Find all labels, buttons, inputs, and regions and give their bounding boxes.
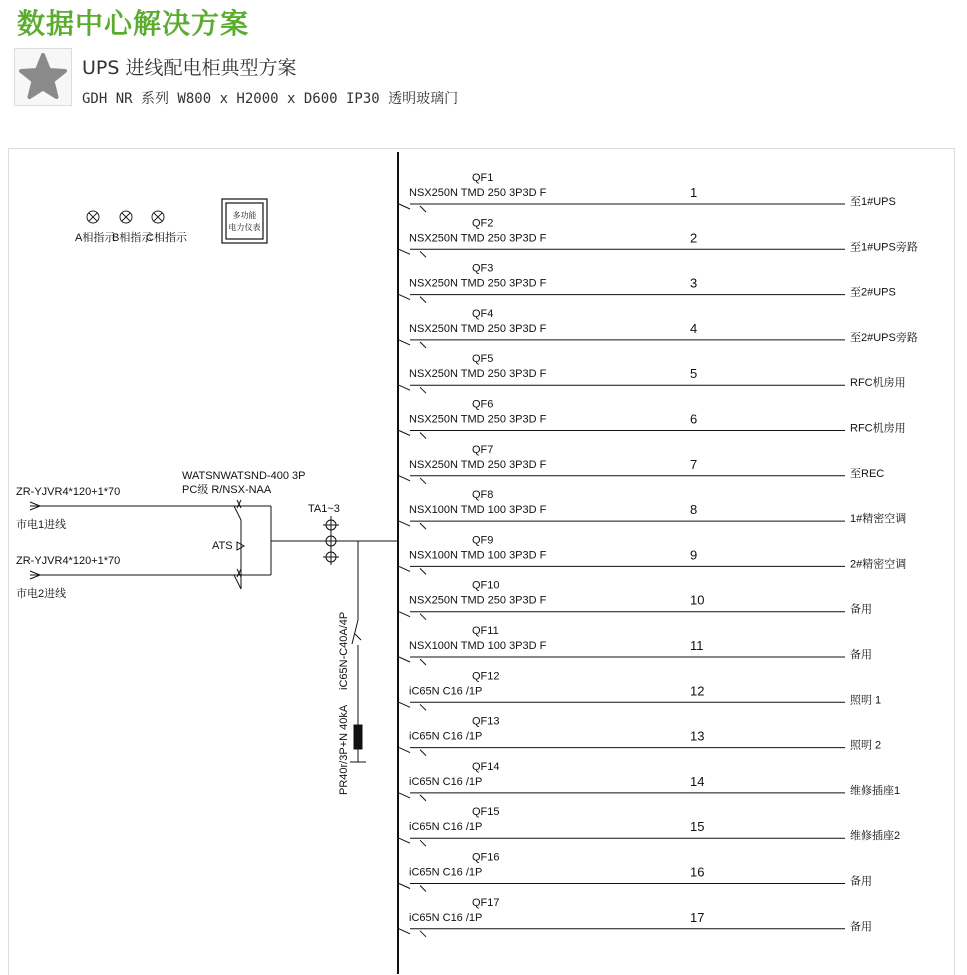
feeder-qf-label: QF11 [472,625,499,637]
meter-label-line1: 多功能 [232,211,257,220]
feeder-qf-label: QF7 [472,443,494,456]
feeder-number: 3 [690,275,698,291]
feeder-number: 4 [690,320,698,336]
ct-label: TA1~3 [308,503,340,515]
feeder-destination: RFC机房用 [850,422,906,435]
breaker-mark [420,251,426,257]
breaker-mark [420,568,426,574]
feeder-row [399,489,906,529]
breaker-contact [399,431,410,436]
breaker-mark [420,750,426,756]
feeder-row [399,353,906,393]
breaker-contact [399,340,410,345]
feeder-row [399,263,896,303]
feeder-qf-label: QF14 [472,760,500,773]
breaker-contact [399,249,410,254]
incoming-cable-1: ZR-YJVR4*120+1*70 [16,486,121,498]
breaker-contact [399,702,410,707]
feeder-destination: 照明 1 [850,694,882,707]
feeder-number: 8 [690,502,698,518]
feeder-row [399,399,906,439]
breaker-contact [399,204,410,209]
breaker-mark [420,931,426,937]
feeder-destination: 照明 2 [850,739,882,752]
breaker-contact [399,748,410,753]
feeder-row [399,444,884,484]
feeder-row [399,172,896,212]
feeder-qf-label: QF16 [472,851,500,864]
breaker-mark [420,886,426,892]
feeder-row [399,534,906,574]
breaker-mark [420,523,426,529]
feeder-qf-label: QF6 [472,398,494,411]
breaker-mark [420,297,426,303]
feeder-breaker-model: NSX250N TMD 250 3P3D F [409,458,547,471]
feeder-breaker-model: NSX100N TMD 100 3P3D F [409,549,547,562]
feeder-destination: RFC机房用 [850,377,906,390]
feeder-destination: 备用 [850,649,872,661]
feeder-number: 2 [690,230,698,246]
feeder-destination: 至1#UPS [850,196,896,208]
feeder-qf-label: QF3 [472,262,494,275]
phase-indicators [75,211,188,244]
feeder-destination: 至REC [850,467,885,480]
incoming-label-2: 市电2进线 [16,588,67,600]
power-meter [222,199,267,243]
breaker-mark [420,206,426,212]
feeder-destination: 备用 [850,920,872,933]
feeder-breaker-model: NSX250N TMD 250 3P3D F [409,232,547,245]
feeder-row [399,852,872,892]
feeder-qf-label: QF12 [472,670,500,683]
feeder-number: 17 [690,909,705,925]
incoming-supply [16,486,234,600]
feeder-breaker-model: NSX250N TMD 250 3P3D F [409,322,547,335]
feeder-breaker-model: NSX250N TMD 250 3P3D F [409,368,547,381]
feeder-breaker-model: NSX250N TMD 250 3P3D F [409,413,547,426]
feeder-destination: 备用 [850,603,872,616]
feeder-qf-label: QF4 [472,307,494,320]
feeder-breaker-model: iC65N C16 /1P [409,685,483,698]
breaker-contact [399,476,410,481]
feeder-destination: 至1#UPS旁路 [850,241,918,254]
incoming-cable-2: ZR-YJVR4*120+1*70 [16,555,121,567]
feeder-number: 16 [690,864,705,880]
feeder-qf-label: QF9 [472,534,494,547]
feeder-destination: 2#精密空调 [850,558,907,571]
feeder-number: 12 [690,683,705,699]
feeder-qf-label: QF10 [472,579,500,592]
surge-protection [338,541,366,795]
feeder-destination: 维修插座2 [850,830,901,843]
feeder-breaker-model: NSX250N TMD 250 3P3D F [409,187,547,199]
ats-switch [182,470,305,589]
breaker-mark [420,342,426,348]
surge-breaker-label: iC65N-C40A/4P [338,611,350,690]
breaker-contact [399,929,410,934]
feeder-row [399,580,872,620]
feeder-breaker-model: iC65N C16 /1P [409,775,483,788]
breaker-mark [420,433,426,439]
feeder-row [399,670,881,710]
feeder-destination: 至2#UPS旁路 [850,331,918,344]
breaker-contact [399,838,410,843]
ats-label: ATS [212,540,233,552]
indicator-lamp-icon [87,211,99,223]
feeder-breaker-model: NSX250N TMD 250 3P3D F [409,594,547,607]
feeder-destination: 维修插座1 [850,784,901,797]
feeder-breaker-model: iC65N C16 /1P [409,821,483,834]
breaker-contact [399,385,410,390]
breaker-mark [420,387,426,393]
feeder-number: 15 [690,819,705,835]
breaker-mark [420,478,426,484]
feeder-row [399,761,900,801]
feeder-qf-label: QF15 [472,806,500,819]
breaker-mark [420,614,426,620]
feeder-breaker-model: iC65N C16 /1P [409,866,483,879]
feeder-row [399,625,872,665]
current-transformer [308,503,340,565]
spd-label: PR40r/3P+N 40kA [338,704,350,795]
feeder-destination: 1#精密空调 [850,513,907,526]
feeder-number: 14 [690,773,705,789]
feeder-row [399,217,918,257]
indicator-label: C相指示 [146,232,187,244]
ats-model: WATSNWATSND-400 3P [182,470,306,482]
feeder-breaker-model: NSX250N TMD 250 3P3D F [409,277,547,290]
feeder-row [399,897,872,937]
feeder-destination: 至2#UPS [850,286,896,299]
meter-label-line2: 电力仪表 [228,223,261,232]
feeder-qf-label: QF8 [472,489,494,502]
feeder-qf-label: QF17 [472,896,500,909]
feeder-number: 10 [690,592,705,608]
feeder-qf-label: QF13 [472,715,500,728]
feeder-breaker-model: NSX100N TMD 100 3P3D F [409,640,547,652]
ats-class: PC级 R/NSX-NAA [182,484,272,496]
feeder-breaker-model: NSX100N TMD 100 3P3D F [409,504,547,517]
breaker-contact [399,657,410,662]
feeder-number: 7 [690,456,698,472]
feeder-breaker-model: iC65N C16 /1P [409,730,483,743]
breaker-contact [399,566,410,571]
feeder-qf-label: QF2 [472,217,494,230]
feeder-destination: 备用 [850,875,872,888]
feeder-breaker-model: iC65N C16 /1P [409,911,483,924]
feeder-number: 1 [690,185,698,200]
breaker-contact [399,521,410,526]
breaker-contact [399,295,410,300]
feeder-qf-label: QF1 [472,172,494,184]
feeder-qf-label: QF5 [472,353,494,366]
feeder-number: 5 [690,366,698,382]
breaker-mark [420,704,426,710]
indicator-label: B相指示 [112,232,153,244]
indicator-lamp-icon [120,211,132,223]
feeder-number: 6 [690,411,698,427]
breaker-contact [399,884,410,889]
breaker-contact [399,793,410,798]
feeder-number: 11 [690,638,704,653]
incoming-label-1: 市电1进线 [16,519,67,531]
feeder-row [399,308,918,348]
feeder-circuits [399,172,918,937]
scheme-subtitle: UPS 进线配电柜典型方案 [82,57,297,79]
breaker-mark [420,840,426,846]
breaker-mark [420,795,426,801]
feeder-row [399,806,900,846]
feeder-number: 9 [690,547,698,563]
indicator-label: A相指示 [75,232,116,244]
feeder-row [399,716,881,756]
page-title: 数据中心解决方案 [17,7,250,40]
breaker-mark [420,659,426,665]
feeder-number: 13 [690,728,705,744]
indicator-lamp-icon [152,211,164,223]
cabinet-spec: GDH NR 系列 W800 x H2000 x D600 IP30 透明玻璃门 [82,91,459,107]
breaker-contact [399,612,410,617]
